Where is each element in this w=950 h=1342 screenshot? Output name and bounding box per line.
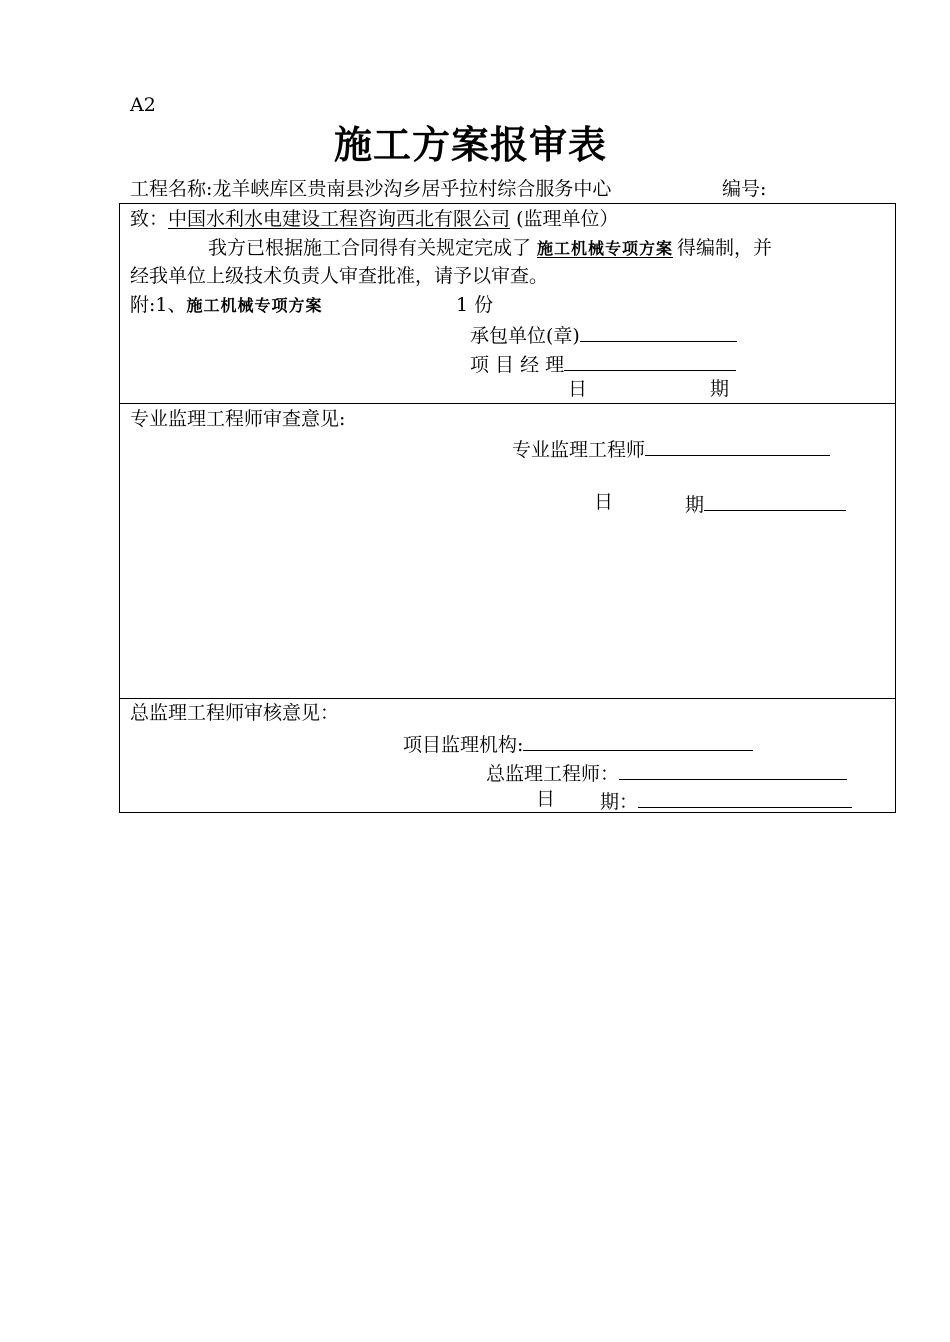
org-label: 项目监理机构: bbox=[403, 734, 524, 756]
chief-engineer-line bbox=[486, 762, 847, 784]
project-label: 工程名称: bbox=[130, 178, 213, 200]
date-label-3b: 期： bbox=[600, 791, 639, 813]
date-label-3a: 日 bbox=[536, 788, 556, 810]
date-label-2a: 日 bbox=[594, 491, 614, 513]
unit-suffix: (监理单位） bbox=[516, 208, 619, 230]
project-line bbox=[130, 180, 611, 199]
attachment-line bbox=[130, 296, 323, 315]
project-name: 龙羊峡库区贵南县沙沟乡居乎拉村综合服务中心 bbox=[212, 178, 612, 200]
manager-signature-field[interactable] bbox=[564, 353, 736, 371]
form-code: A2 bbox=[130, 94, 156, 116]
specialist-engineer-signature-field[interactable] bbox=[645, 438, 830, 456]
attachment-prefix: 附:1、 bbox=[130, 294, 187, 316]
chief-date-line bbox=[600, 790, 852, 812]
specialist-engineer-label: 专业监理工程师 bbox=[512, 439, 646, 461]
chief-heading: 总监理工程师审核意见： bbox=[130, 702, 340, 724]
specialist-heading: 专业监理工程师审查意见: bbox=[130, 408, 346, 430]
contractor-signature-field[interactable] bbox=[580, 324, 737, 342]
number-label: 编号: bbox=[722, 178, 767, 200]
date-label-2b: 期 bbox=[685, 494, 705, 516]
chief-engineer-signature-field[interactable] bbox=[619, 762, 847, 780]
body-line-2: 经我单位上级技术负责人审查批准，请予以审查。 bbox=[130, 265, 549, 287]
chief-date-field[interactable] bbox=[638, 790, 852, 808]
chief-engineer-label: 总监理工程师： bbox=[486, 763, 620, 785]
to-label: 致： bbox=[130, 208, 169, 230]
specialist-engineer-line bbox=[512, 438, 830, 460]
page-title: 施工方案报审表 bbox=[334, 122, 608, 167]
manager-label: 项 目 经 理 bbox=[470, 354, 565, 376]
date-label-1a: 日 bbox=[568, 378, 588, 400]
body-suffix: 得编制，并 bbox=[677, 237, 773, 259]
attachment-count: 1 份 bbox=[456, 294, 494, 316]
body-prefix: 我方已根据施工合同得有关规定完成了 bbox=[208, 237, 532, 259]
org-line bbox=[403, 733, 753, 755]
specialist-date-field[interactable] bbox=[704, 493, 846, 511]
contractor-line bbox=[470, 324, 737, 346]
supervision-unit-name: 中国水利水电建设工程咨询西北有限公司 bbox=[168, 208, 511, 230]
org-signature-field[interactable] bbox=[523, 733, 753, 751]
manager-line bbox=[470, 353, 736, 375]
contractor-label: 承包单位(章) bbox=[470, 325, 580, 347]
plan-name-field: 施工机械专项方案 bbox=[537, 239, 674, 258]
body-line-1 bbox=[208, 239, 772, 258]
addressee-line bbox=[130, 210, 619, 229]
attachment-item: 施工机械专项方案 bbox=[186, 296, 323, 315]
specialist-date-line bbox=[685, 493, 846, 515]
date-label-1b: 期 bbox=[710, 378, 730, 400]
